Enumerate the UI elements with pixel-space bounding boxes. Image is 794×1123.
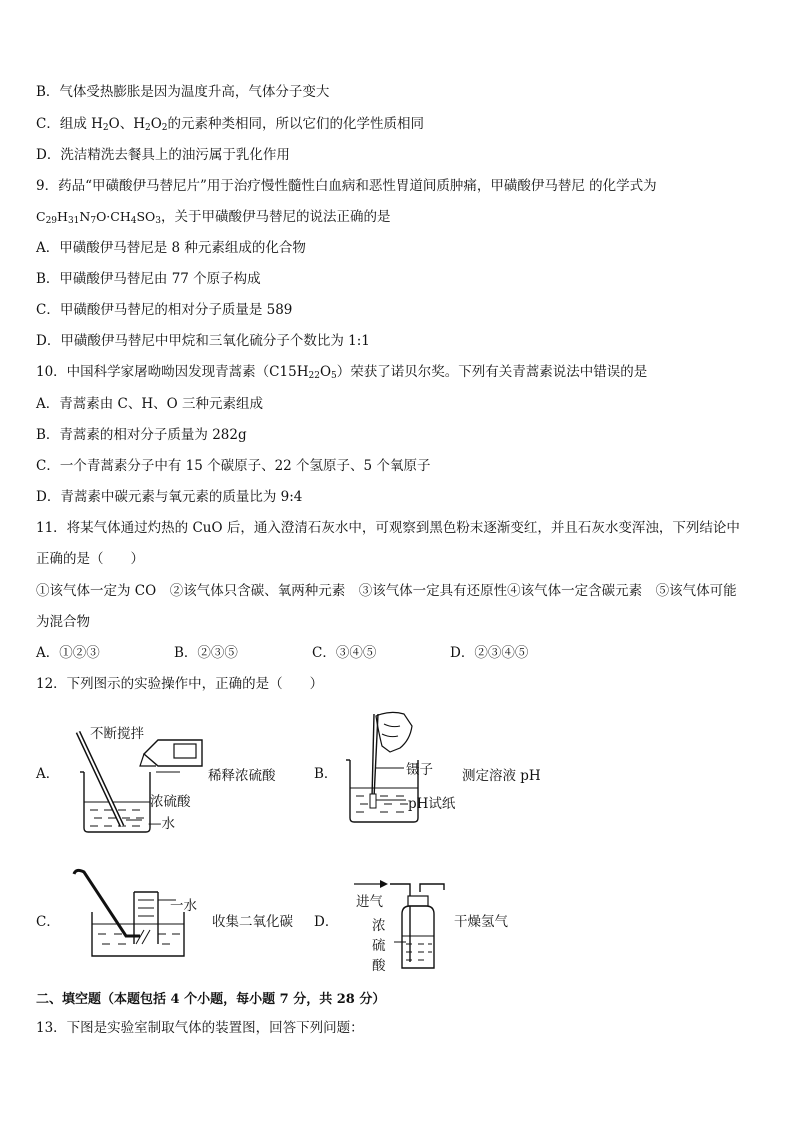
q10-stem: 10．中国科学家屠呦呦因发现青蒿素$(C15H_{22}O_5)$荣获了诺贝尔奖。下列有关青蒿素说法中错误的是	[36, 364, 648, 381]
q13-stem: 13．下图是实验室制取气体的装置图，回答下列问题：	[36, 1020, 364, 1036]
label-water-a-text: 水	[161, 816, 175, 832]
caption-measure-ph: 测定溶液 pH	[462, 768, 541, 784]
section2-title: 二、填空题（本题包括 4 个小题，每小题 7 分，共 28 分）	[36, 992, 386, 1007]
q9-option-c: C．甲磺酸伊马替尼的相对分子质量是 589	[36, 302, 293, 318]
q9-option-a: A．甲磺酸伊马替尼是 8 种元素组成的化合物	[36, 240, 306, 256]
q8-c-mid1: O、H	[108, 116, 145, 132]
q9-formula-render: $C_{29}H_{31}N_7O\cdot CH_4SO_3$	[36, 209, 162, 226]
q8-c-pre: C．组成 H	[36, 116, 103, 132]
figure-c-collect-co2	[66, 864, 196, 968]
q9-stem-line1: 9．药品“甲磺酸伊马替尼片”用于治疗慢性髓性白血病和恶性胃道间质肿痛，甲磺酸伊马替尼 的化学式为	[36, 178, 657, 194]
q8-c-post: 的元素种类相同，所以它们的化学性质相同	[167, 116, 425, 132]
q10-option-c: C．一个青蒿素分子中有 15 个碳原子、22 个氢原子、5 个氧原子	[36, 458, 431, 474]
q12-c-label: C．	[36, 914, 60, 930]
q10-option-d: D．青蒿素中碳元素与氧元素的质量比为 9:4	[36, 489, 303, 505]
q9-stem-tail: ，关于甲磺酸伊马替尼的说法正确的是	[161, 209, 391, 225]
q9-option-d: D．甲磺酸伊马替尼中甲烷和三氧化硫分子个数比为 1:1	[36, 333, 370, 349]
q8-option-c: C．组成 $H_2O$、$H_2O_2$的元素种类相同，所以它们的化学性质相同	[36, 116, 425, 133]
q10-formula: 15	[279, 364, 297, 380]
figure-c-drawing	[66, 864, 196, 964]
q10-option-a: A．青蒿素由 C、H、O 三种元素组成	[36, 396, 264, 412]
q10-option-b: B．青蒿素的相对分子质量为 282g	[36, 427, 247, 443]
label-conc-acid: 浓硫酸	[150, 794, 191, 810]
figure-b-measure-ph	[340, 708, 460, 832]
q11-option-d: D．②③④⑤	[450, 645, 529, 661]
label-d-acid2: 硫	[372, 938, 386, 954]
q11-stem-line1: 11．将某气体通过灼热的 CuO 后，通入澄清石灰水中，可观察到黑色粉末逐渐变红，并且石灰水变浑浊，下列结论中	[36, 520, 740, 536]
q11-statements-line1: ①该气体一定为 CO ②该气体只含碳、氧两种元素 ③该气体一定具有还原性④该气体一定含碳元素 ⑤该气体可能	[36, 583, 737, 599]
q8-option-b: B．气体受热膨胀是因为温度升高，气体分子变大	[36, 84, 330, 100]
q11-options	[36, 643, 528, 663]
q8-c-mid2: O	[150, 116, 162, 132]
caption-collect-co2: 收集二氧化碳	[212, 914, 293, 930]
q11-statements-line2: 为混合物	[36, 614, 90, 630]
q11-option-b: B．②③⑤	[174, 645, 238, 661]
q9-stem-line2	[36, 207, 391, 231]
q9-option-b: B．甲磺酸伊马替尼由 77 个原子构成	[36, 271, 261, 287]
q8-option-d: D．洗洁精洗去餐具上的油污属于乳化作用	[36, 147, 290, 163]
q12-d-label: D．	[314, 914, 339, 930]
q11-option-c: C．③④⑤	[312, 645, 377, 661]
q12-a-label: A．	[36, 766, 60, 782]
q12-stem: 12．下列图示的实验操作中，正确的是（ ）	[36, 676, 324, 692]
label-d-acid1: 浓	[372, 918, 386, 934]
label-tweezers: 镊子	[406, 762, 433, 778]
q10-stem-post: ）荣获了诺贝尔奖。下列有关青蒿素说法中错误的是	[336, 364, 648, 380]
caption-dry-hydrogen: 干燥氢气	[454, 914, 508, 930]
label-ph-paper: pH试纸	[408, 796, 456, 812]
q12-b-label: B．	[314, 766, 338, 782]
label-water-c: 一水	[170, 898, 197, 914]
caption-dilute-acid: 稀释浓硫酸	[208, 768, 276, 784]
label-d-acid3: 酸	[372, 958, 386, 974]
label-stir: 不断搅拌	[90, 726, 144, 742]
q11-option-a: A．①②③	[36, 645, 100, 661]
q11-stem-line2: 正确的是（ ）	[36, 551, 144, 567]
label-inlet: 进气	[356, 894, 383, 910]
label-water-a: —水	[148, 816, 175, 832]
q10-stem-pre: 10．中国科学家屠呦呦因发现青蒿素（C	[36, 364, 280, 380]
